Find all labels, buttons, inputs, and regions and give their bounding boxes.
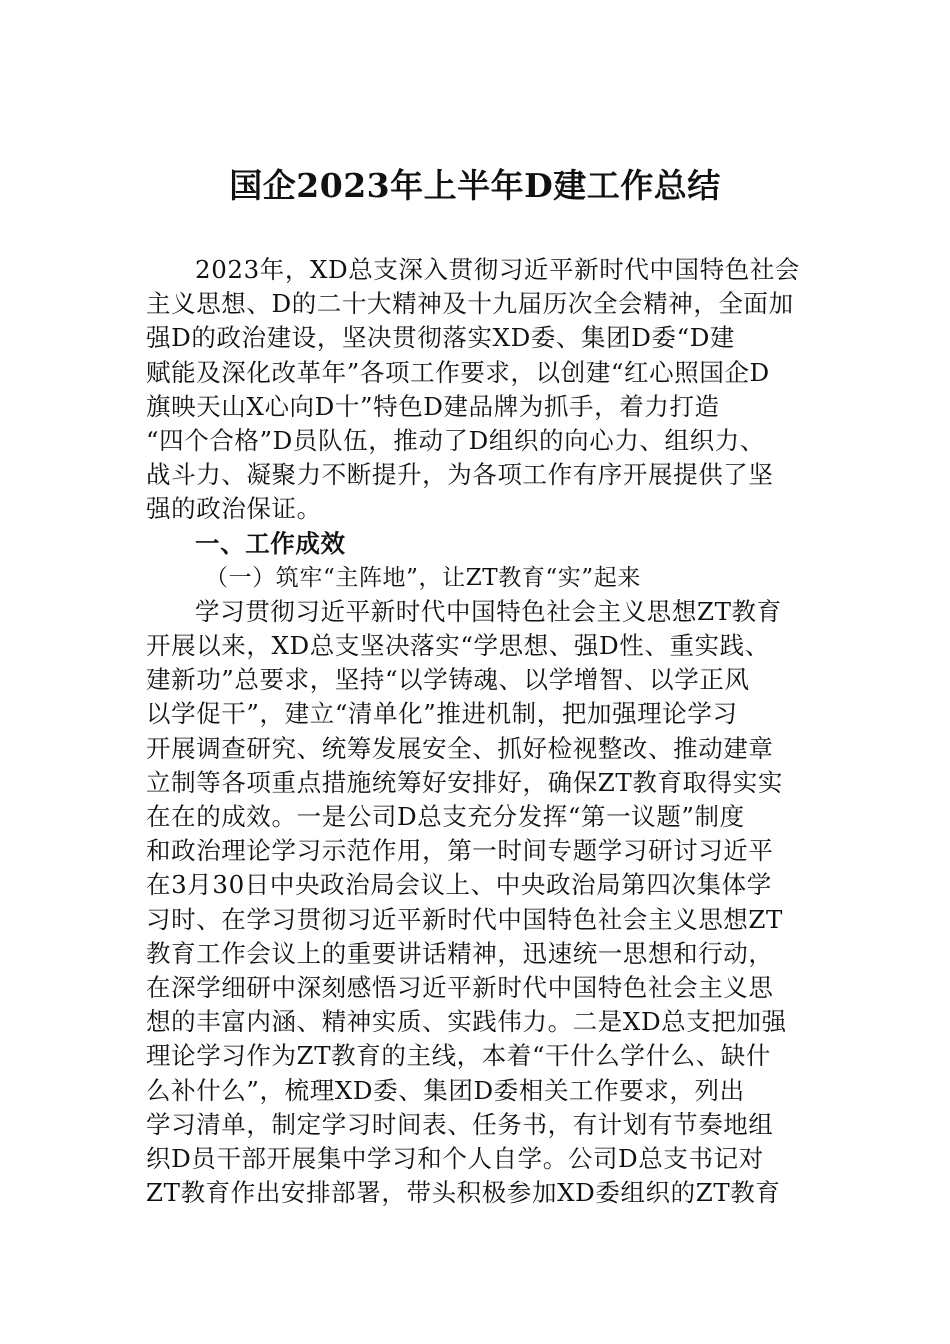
body-line: 开展调查研究、统筹发展安全、抓好检视整改、推动建章	[146, 733, 774, 763]
body-line: 织D员干部开展集中学习和个人自学。公司D总支书记对	[146, 1143, 764, 1173]
document-body	[146, 253, 826, 1210]
body-line: 和政治理论学习示范作用，第一时间专题学习研讨习近平	[146, 836, 774, 866]
body-line: 战斗力、凝聚力不断提升，为各项工作有序开展提供了坚	[146, 460, 774, 490]
body-line: 么补什么”，梳理XD委、集团D委相关工作要求，列出	[146, 1075, 745, 1105]
body-line: 学习清单，制定学习时间表、任务书，有计划有节奏地组	[146, 1109, 774, 1139]
body-line: 赋能及深化改革年”各项工作要求，以创建“红心照国企D	[146, 357, 770, 387]
body-line: 习时、在学习贯彻习近平新时代中国特色社会主义思想ZT	[146, 904, 783, 934]
body-line: 在在的成效。一是公司D总支充分发挥“第一议题”制度	[146, 802, 745, 831]
body-line: 在3月30日中央政治局会议上、中央政治局第四次集体学	[146, 870, 772, 900]
body-line: 旗映天山X心向D十”特色D建品牌为抓手，着力打造	[146, 391, 720, 421]
section-heading: 一、工作成效	[195, 528, 346, 558]
body-line: 2023年，XD总支深入贯彻习近平新时代中国特色社会	[195, 255, 801, 284]
body-line: 以学促干”，建立“清单化”推进机制，把加强理论学习	[146, 699, 738, 729]
body-line: 学习贯彻习近平新时代中国特色社会主义思想ZT教育	[195, 596, 782, 626]
document-title: 国企2023年上半年D建工作总结	[229, 166, 721, 205]
body-line: 在深学细研中深刻感悟习近平新时代中国特色社会主义思	[146, 972, 774, 1002]
body-line: 教育工作会议上的重要讲话精神，迅速统一思想和行动，	[146, 938, 774, 968]
body-line: 想的丰富内涵、精神实质、实践伟力。二是XD总支把加强	[146, 1007, 787, 1037]
body-line: ZT教育作出安排部署，带头积极参加XD委组织的ZT教育	[146, 1178, 781, 1208]
body-line: “四个合格”D员队伍，推动了D组织的向心力、组织力、	[146, 425, 765, 455]
body-line: 主义思想、D的二十大精神及十九届历次全会精神，全面加	[146, 289, 794, 319]
subsection-heading: （一）筑牢“主阵地”，让ZT教育“实”起来	[205, 564, 641, 591]
body-line: 开展以来，XD总支坚决落实“学思想、强D性、重实践、	[146, 631, 770, 661]
body-line: 立制等各项重点措施统筹好安排好，确保ZT教育取得实实	[146, 767, 783, 797]
body-line: 建新功”总要求，坚持“以学铸魂、以学增智、以学正风	[146, 665, 750, 695]
body-line: 强的政治保证。	[146, 494, 322, 524]
body-line: 强D的政治建设，坚决贯彻落实XD委、集团D委“D建	[146, 323, 736, 353]
body-line: 理论学习作为ZT教育的主线，本着“干什么学什么、缺什	[146, 1041, 771, 1071]
